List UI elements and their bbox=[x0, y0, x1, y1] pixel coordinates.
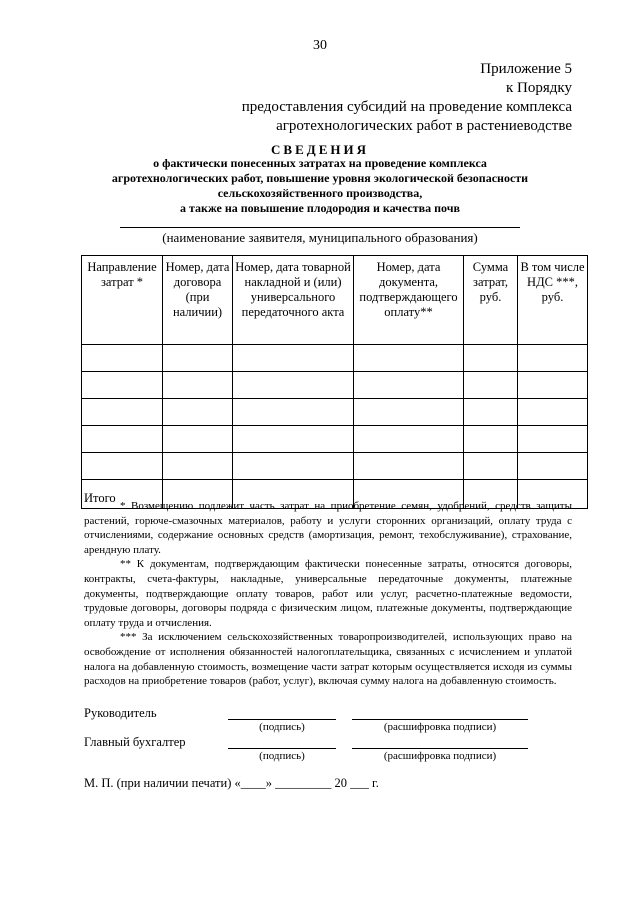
footnotes bbox=[84, 499, 572, 689]
table-cell[interactable] bbox=[163, 453, 233, 480]
applicant-caption: (наименование заявителя, муниципального образования) bbox=[162, 230, 478, 245]
appendix-block bbox=[242, 60, 572, 136]
table-cell[interactable] bbox=[82, 372, 163, 399]
table-cell[interactable] bbox=[354, 345, 464, 372]
table-cell[interactable] bbox=[233, 399, 354, 426]
table-cell[interactable] bbox=[354, 453, 464, 480]
head-signature-line[interactable] bbox=[228, 719, 336, 720]
table-row bbox=[82, 372, 588, 399]
table-cell[interactable] bbox=[233, 345, 354, 372]
accountant-signature-caption: (подпись) bbox=[259, 750, 305, 762]
accountant-label: Главный бухгалтер bbox=[84, 735, 186, 749]
table-cell[interactable] bbox=[163, 372, 233, 399]
head-label: Руководитель bbox=[84, 706, 157, 720]
total-label: Итого bbox=[82, 480, 163, 509]
subtitle-line: а также на повышение плодородия и качества почв bbox=[180, 201, 460, 215]
table-cell[interactable] bbox=[518, 345, 588, 372]
table-cell[interactable] bbox=[464, 345, 518, 372]
header-direction: Направление затрат * bbox=[82, 256, 163, 345]
head-decoding-caption: (расшифровка подписи) bbox=[383, 721, 497, 733]
footnote-3: *** За исключением сельскохозяйственных товаропроизводителей, использующих право на освобождение от исполнения обязанностей налогоплательщика, связанных с исчислением и уплатой налога на добавленную стоимость, возмещение части затрат которым осуществляется исходя из суммы расходов на приобретение товаров (работ, услуг), включая сумму налога на добавленную стоимость. bbox=[84, 631, 572, 688]
accountant-decoding-line[interactable] bbox=[352, 748, 528, 749]
table-cell[interactable] bbox=[163, 399, 233, 426]
subtitle-line: сельскохозяйственного производства, bbox=[217, 186, 423, 200]
table-cell[interactable] bbox=[354, 372, 464, 399]
header-payment-document: Номер, дата документа, подтверждающего оплату** bbox=[354, 256, 464, 345]
header-invoice: Номер, дата товарной накладной и (или) универсального передаточного акта bbox=[233, 256, 354, 345]
table-cell[interactable] bbox=[163, 345, 233, 372]
stamp-date-line: М. П. (при наличии печати) «____» _________ 20 ___ г. bbox=[84, 776, 379, 790]
table-cell[interactable] bbox=[518, 426, 588, 453]
table-cell[interactable] bbox=[354, 426, 464, 453]
page-number: 30 bbox=[313, 38, 327, 53]
table-cell[interactable] bbox=[82, 426, 163, 453]
table-cell[interactable] bbox=[464, 399, 518, 426]
table-cell[interactable] bbox=[82, 345, 163, 372]
appendix-line: Приложение 5 bbox=[480, 61, 572, 77]
table-cell[interactable] bbox=[354, 399, 464, 426]
accountant-decoding-caption: (расшифровка подписи) bbox=[383, 750, 497, 762]
footnote-2: ** К документам, подтверждающим фактически понесенные затраты, относятся договоры, контракты, счета-фактуры, накладные, универсальные передаточные документы, платежные документы, подтверждающие оплату товаров, работ или услуг, расчетно-платежные ведомости, трудовые договоры, договоры подряда с физическим лицом, платежные документы, подтверждающие оплату труда и отчисления. bbox=[84, 558, 572, 629]
appendix-line: агротехнологических работ в растениеводстве bbox=[276, 118, 572, 134]
header-vat: В том числе НДС ***, руб. bbox=[518, 256, 588, 345]
document-subtitle bbox=[60, 156, 580, 216]
subtitle-line: о фактически понесенных затратах на проведение комплекса bbox=[153, 156, 487, 170]
table-header-row bbox=[82, 256, 588, 345]
head-decoding-line[interactable] bbox=[352, 719, 528, 720]
document-title: СВЕДЕНИЯ bbox=[271, 142, 369, 157]
table-row bbox=[82, 345, 588, 372]
table-cell[interactable] bbox=[233, 453, 354, 480]
table-cell[interactable] bbox=[82, 399, 163, 426]
accountant-signature-line[interactable] bbox=[228, 748, 336, 749]
subtitle-line: агротехнологических работ, повышение уровня экологической безопасности bbox=[111, 171, 529, 185]
table-cell[interactable] bbox=[518, 372, 588, 399]
table-row bbox=[82, 453, 588, 480]
table-cell[interactable] bbox=[233, 426, 354, 453]
header-contract: Номер, дата договора (при наличии) bbox=[163, 256, 233, 345]
table-cell[interactable] bbox=[464, 426, 518, 453]
table-row bbox=[82, 426, 588, 453]
table-cell[interactable] bbox=[518, 453, 588, 480]
table-cell[interactable] bbox=[464, 372, 518, 399]
head-signature-caption: (подпись) bbox=[259, 721, 305, 733]
table-cell[interactable] bbox=[518, 399, 588, 426]
footnote-1: * Возмещению подлежит часть затрат на приобретение семян, удобрений, средств защиты растений, горюче-смазочных материалов, работу и услуги сторонних организаций, оплату труда с отчислениями, содержание основных средств (амортизация, ремонт, техобслуживание), страхование, арендную плату. bbox=[84, 500, 572, 556]
costs-table bbox=[81, 255, 588, 509]
table-cell[interactable] bbox=[464, 453, 518, 480]
appendix-line: предоставления субсидий на проведение комплекса bbox=[241, 99, 572, 115]
table-cell[interactable] bbox=[82, 453, 163, 480]
table-row bbox=[82, 399, 588, 426]
applicant-fill-line bbox=[120, 227, 520, 228]
header-amount: Сумма затрат, руб. bbox=[464, 256, 518, 345]
table-cell[interactable] bbox=[233, 372, 354, 399]
appendix-line: к Порядку bbox=[506, 80, 572, 96]
table-cell[interactable] bbox=[163, 426, 233, 453]
